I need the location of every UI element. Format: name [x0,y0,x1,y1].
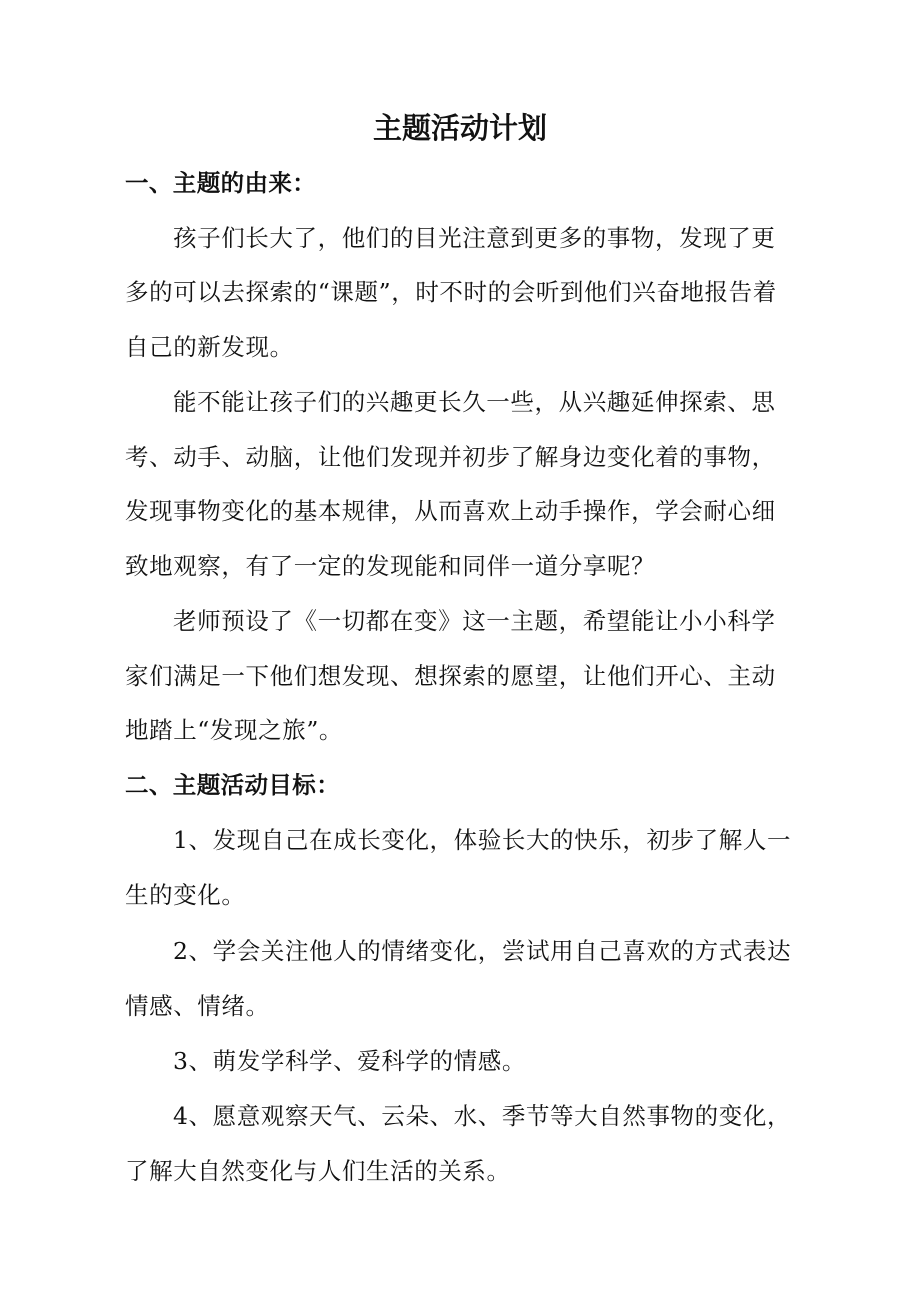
document-title: 主题活动计划 [372,111,547,145]
paragraph-line: 老师预设了《一切都在变》这一主题，希望能让小小科学 [173,607,776,635]
section-heading-goals: 二、主题活动目标： [125,771,341,799]
paragraph-line: 考、动手、动脑，让他们发现并初步了解身边变化着的事物， [125,443,776,471]
goal-item-4-cont: 了解大自然变化与人们生活的关系。 [125,1157,511,1185]
paragraph-line: 自己的新发现。 [125,333,294,361]
goal-item-2: 2、学会关注他人的情绪变化，尝试用自己喜欢的方式表达 [173,937,792,965]
paragraph-line: 发现事物变化的基本规律，从而喜欢上动手操作，学会耐心细 [125,497,776,525]
goal-item-4: 4、愿意观察天气、云朵、水、季节等大自然事物的变化， [173,1102,792,1130]
section-heading-origin: 一、主题的由来： [125,169,317,197]
goal-item-1: 1、发现自己在成长变化，体验长大的快乐，初步了解人一 [173,826,792,854]
paragraph-line: 能不能让孩子们的兴趣更长久一些，从兴趣延伸探索、思 [173,388,776,416]
paragraph-line: 家们满足一下他们想发现、想探索的愿望，让他们开心、主动 [125,662,776,690]
paragraph-line: 致地观察，有了一定的发现能和同伴一道分享呢？ [125,552,656,580]
paragraph-line: 多的可以去探索的“课题”，时不时的会听到他们兴奋地报告着 [125,278,777,306]
goal-item-1-cont: 生的变化。 [125,881,246,909]
paragraph-line: 孩子们长大了，他们的目光注意到更多的事物，发现了更 [173,224,776,252]
paragraph-line: 地踏上“发现之旅”。 [125,716,344,744]
goal-item-3: 3、萌发学科学、爱科学的情感。 [173,1047,526,1075]
goal-item-2-cont: 情感、情绪。 [125,992,270,1020]
